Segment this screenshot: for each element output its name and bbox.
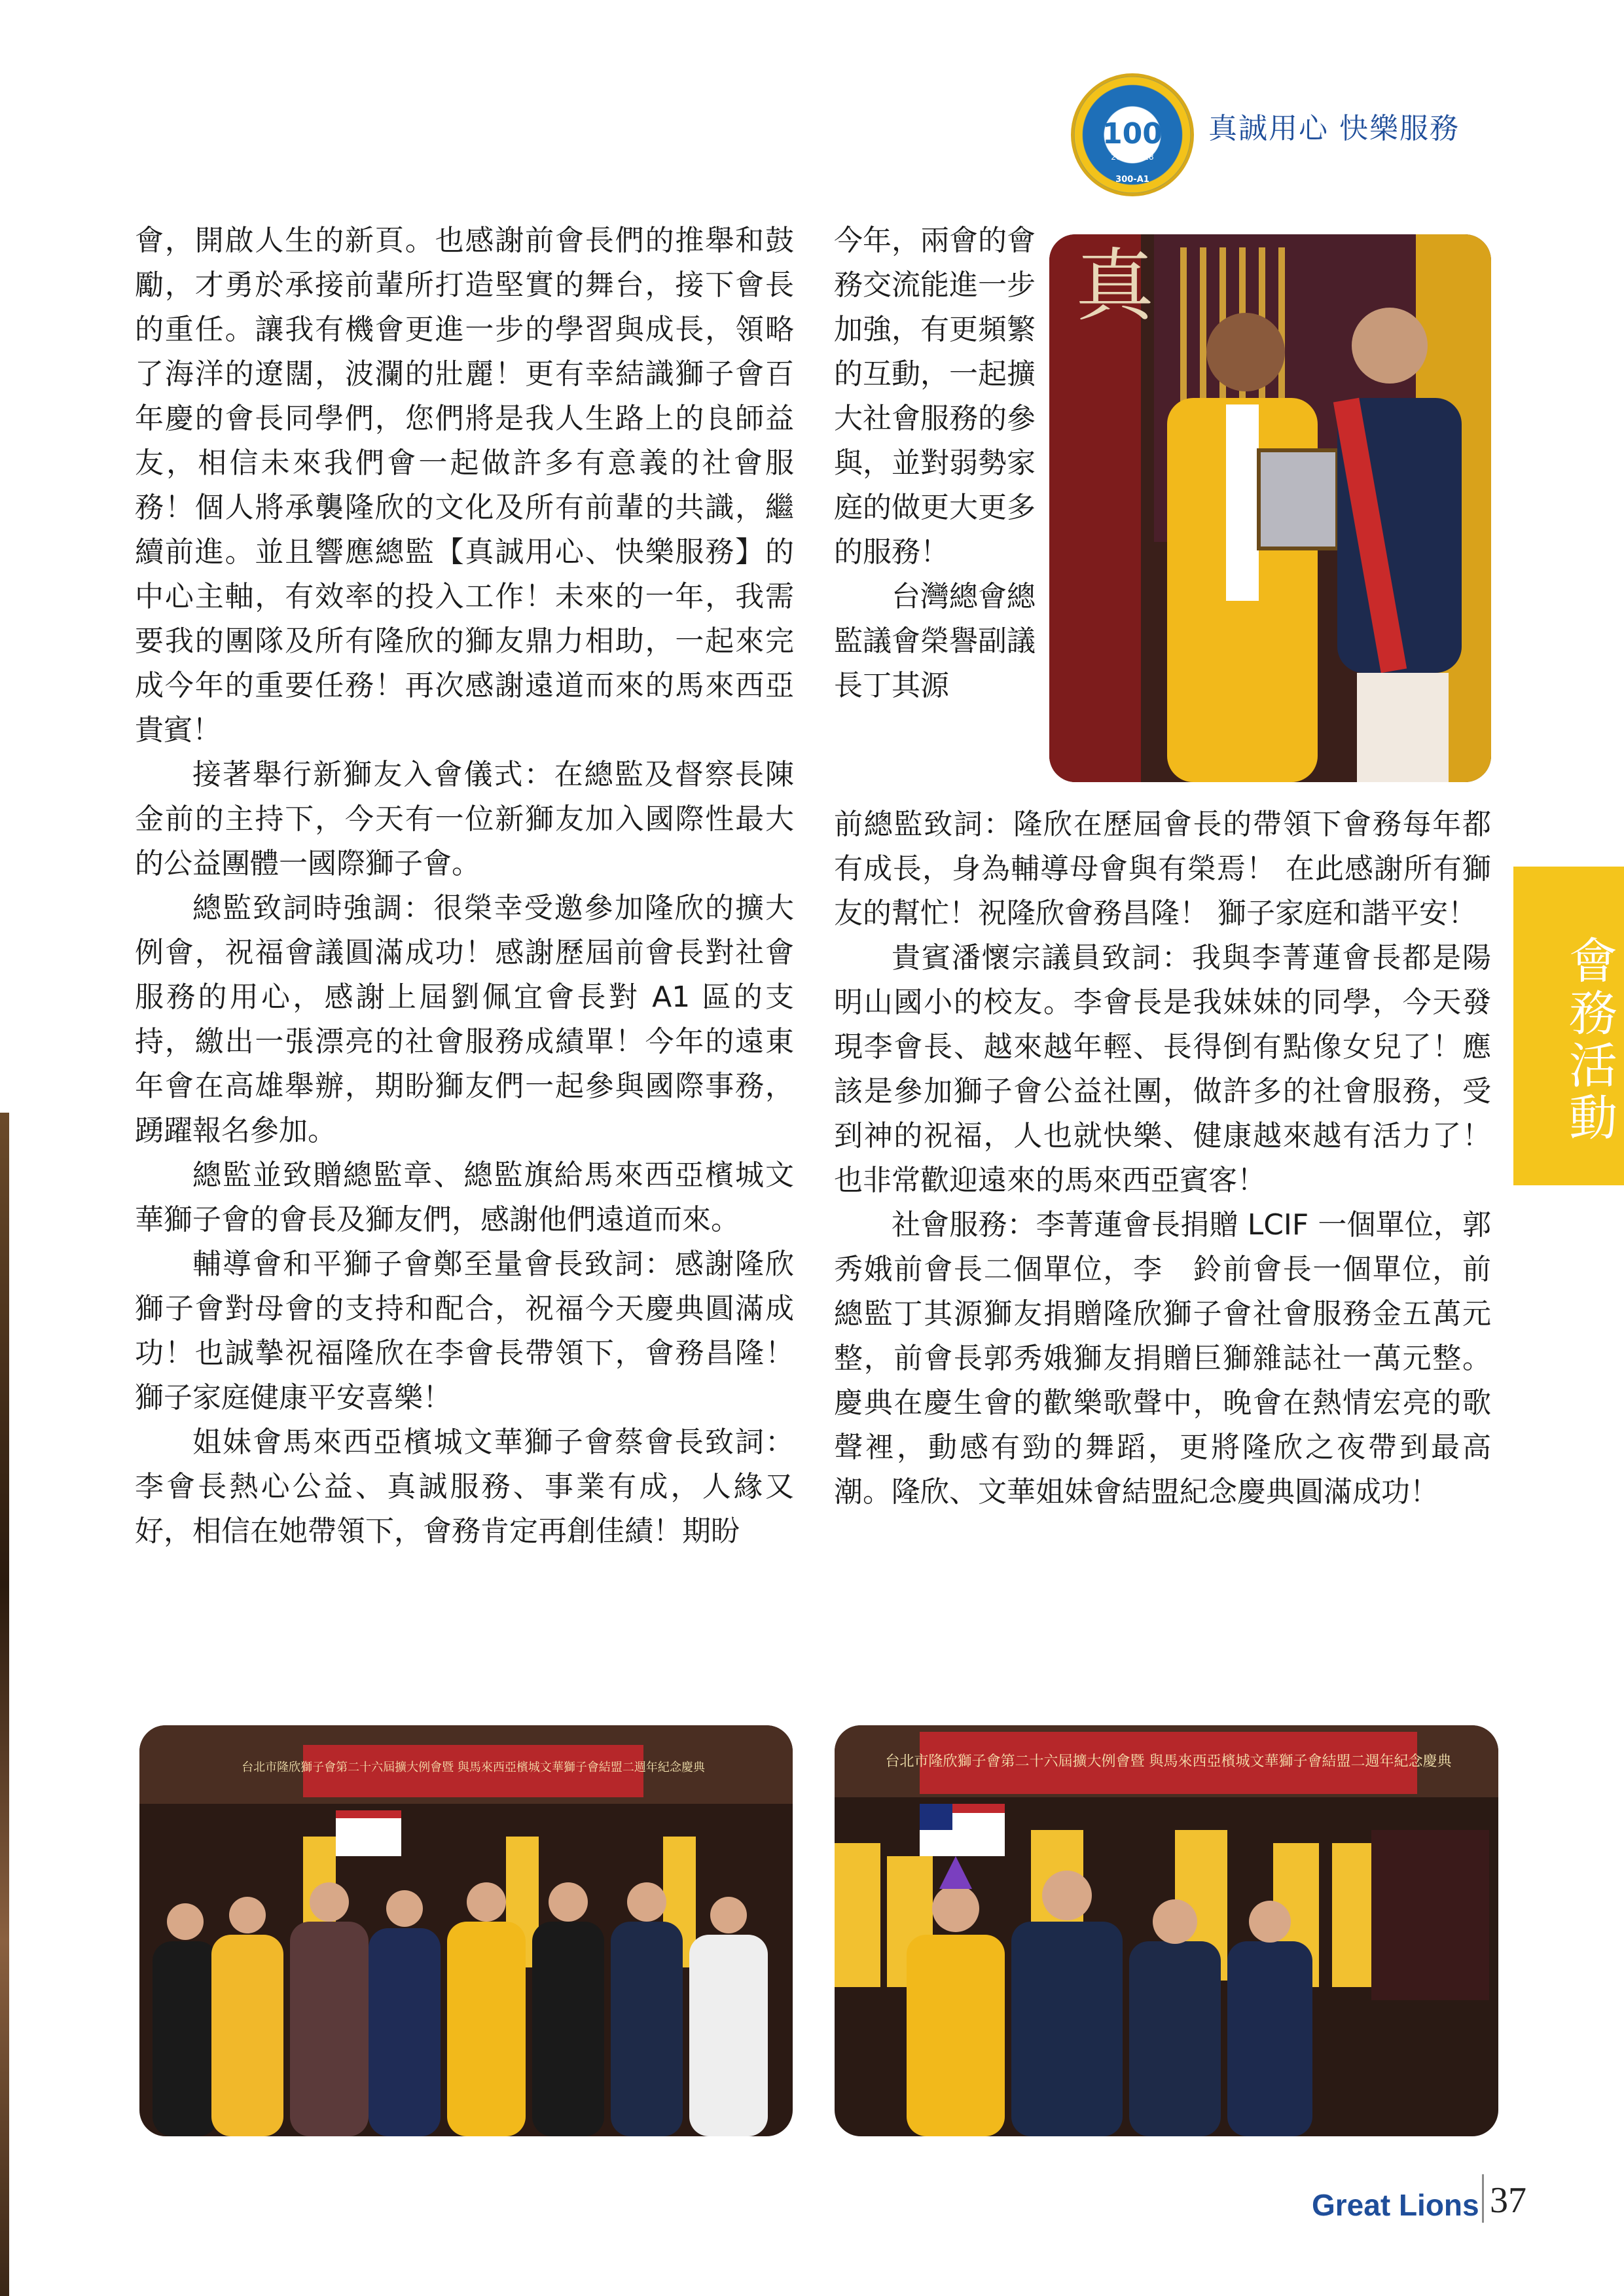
photo-group-left [139,1725,793,2136]
photo-award-presentation [1049,234,1491,782]
paragraph: 接著舉行新獅友入會儀式：在總監及督察長陳金前的主持下，今天有一位新獅友加入國際性最大的公益團體一國際獅子會。 [135,758,794,880]
paragraph: 總監並致贈總監章、總監旗給馬來西亞檳城文華獅子會的會長及獅友們，感謝他們遠道而來。 [135,1158,794,1236]
section-tab [1513,867,1624,1185]
logo-number: 100 [1102,117,1163,151]
logo-years: 2017-2018 [1111,152,1154,162]
banner-text: 台北市隆欣獅子會第二十六屆擴大例會暨 與馬來西亞檳城文華獅子會結盟二週年紀念慶典 [242,1761,705,1774]
paragraph: 輔導會和平獅子會鄭至量會長致詞：感謝隆欣獅子會對母會的支持和配合，祝福今天慶典圓滿成功！也誠摯祝福隆欣在李會長帶領下，會務昌隆！ 獅子家庭健康平安喜樂！ [135,1247,794,1414]
footer-divider [1482,2174,1484,2223]
article-column-narrow [834,219,1036,708]
paragraph: 總監致詞時強調：很榮幸受邀參加隆欣的擴大例會，祝福會議圓滿成功！感謝歷屆前會長對社會服務的用心，感謝上屆劉佩宜會長對 A1 區的支持，繳出一張漂亮的社會服務成績單！今年的遠東年會在高雄舉辦，期盼獅友們一起參與國際事務，踴躍報名參加。 [135,891,794,1147]
paragraph: 貴賓潘懷宗議員致詞：我與李菁蓮會長都是陽明山國小的校友。李會長是我妹妹的同學，今天發現李會長、越來越年輕、長得倒有點像女兒了！應該是參加獅子會公益社團，做許多的社會服務，受到神的祝福，人也就快樂、健康越來越有活力了！也非常歡迎遠來的馬來西亞賓客！ [834,941,1491,1197]
logo-district: 300-A1 [1115,175,1149,185]
header-slogan: 真誠用心 快樂服務 [1208,112,1460,145]
paragraph: 台灣總會總監議會榮譽副議長丁其源 [834,580,1036,702]
board-character: 真 [1075,241,1154,332]
paragraph: 會，開啟人生的新頁。也感謝前會長們的推舉和鼓勵，才勇於承接前輩所打造堅實的舞台，接下會長的重任。讓我有機會更進一步的學習與成長，領略了海洋的遼闊，波瀾的壯麗！更有幸結識獅子會百年慶的會長同學們，您們將是我人生路上的良師益友，相信未來我們會一起做許多有意義的社會服務！個人將承襲隆欣的文化及所有前輩的共識，繼續前進。並且響應總監【真誠用心、快樂服務】的中心主軸，有效率的投入工作！未來的一年，我需要我的團隊及所有隆欣的獅友鼎力相助，一起來完成今年的重要任務！再次感謝遠道而來的馬來西亞貴賓！ [135,224,794,747]
article-column-left [135,219,794,1554]
paragraph: 姐妹會馬來西亞檳城文華獅子會蔡會長致詞：李會長熱心公益、真誠服務、事業有成，人緣又好，相信在她帶領下，會務肯定再創佳績！期盼 [135,1426,794,1548]
page-edge-photo-strip [0,1113,9,2296]
paragraph: 前總監致詞：隆欣在歷屆會長的帶領下會務每年都有成長，身為輔導母會與有榮焉！ 在此感謝所有獅友的幫忙！祝隆欣會務昌隆！ 獅子家庭和諧平安！ [834,808,1491,930]
section-tab-label: 會務活動 [1561,935,1617,1145]
banner-text: 台北市隆欣獅子會第二十六屆擴大例會暨 與馬來西亞檳城文華獅子會結盟二週年紀念慶典 [885,1753,1452,1770]
magazine-brand: Great Lions [1312,2188,1479,2222]
page-number: 37 [1490,2180,1526,2221]
photo-group-right [835,1725,1498,2136]
article-column-right [834,802,1491,1515]
paragraph: 今年，兩會的會務交流能進一步加強，有更頻繁的互動，一起擴大社會服務的參與，並對弱勢家庭的做更大更多的服務！ [834,224,1036,569]
paragraph: 社會服務：李菁蓮會長捐贈 LCIF 一個單位，郭秀娥前會長二個單位，李 鈴前會長一個單位，前總監丁其源獅友捐贈隆欣獅子會社會服務金五萬元整，前會長郭秀娥獅友捐贈巨獅雜誌社一萬元整。慶典在慶生會的歡樂歌聲中，晚會在熱情宏亮的歌聲裡，動感有勁的舞蹈，更將隆欣之夜帶到最高潮。隆欣、文華姐妹會結盟紀念慶典圓滿成功！ [834,1208,1491,1509]
centennial-logo [1071,73,1194,196]
